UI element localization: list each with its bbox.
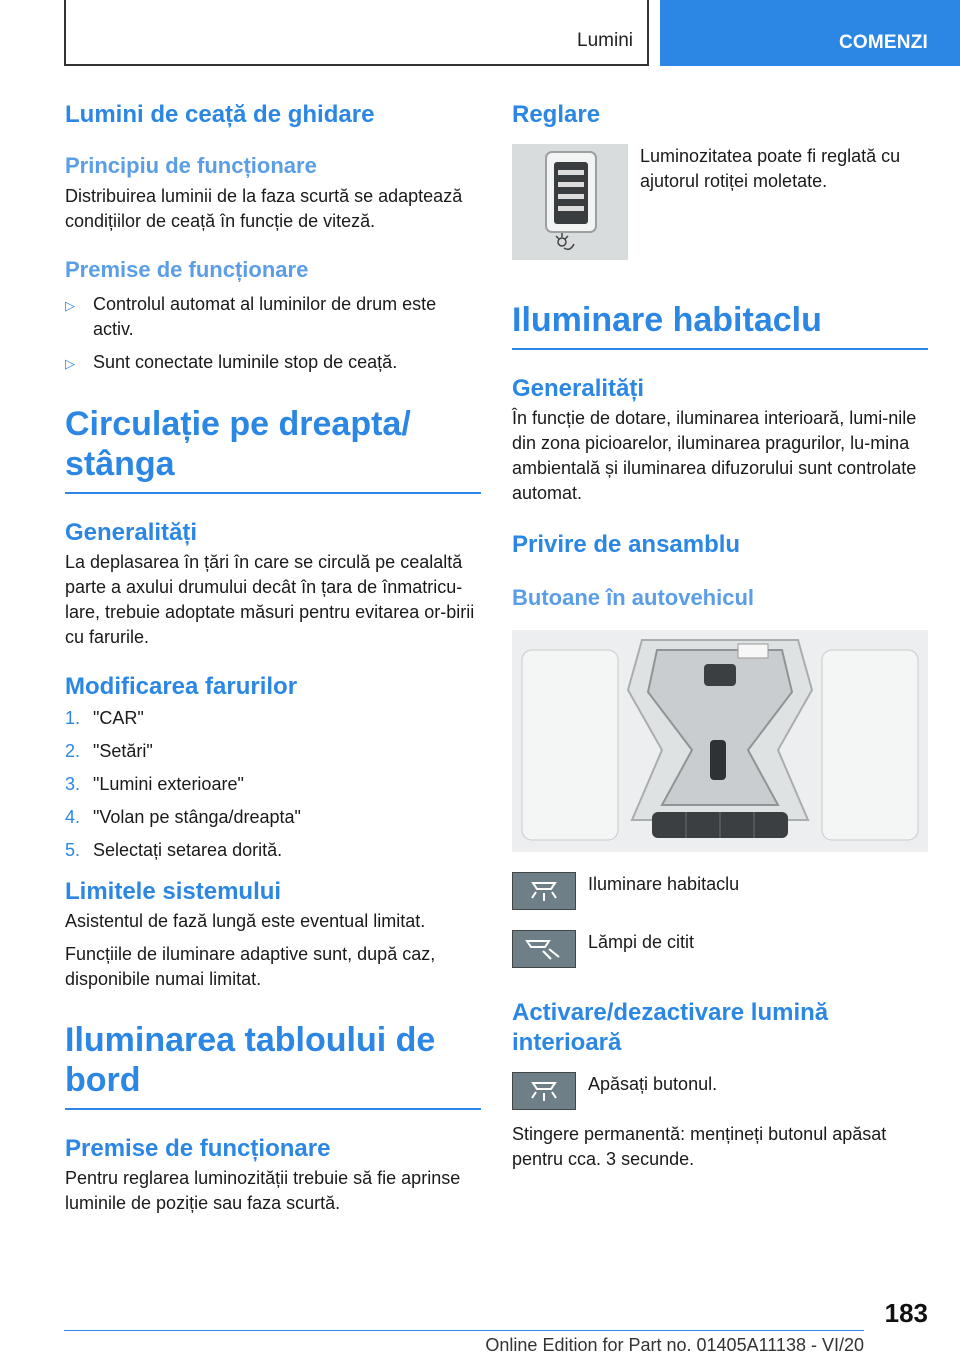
footer-divider: [64, 1330, 864, 1331]
toggle-instruction-text: Apăsați butonul.: [588, 1074, 718, 1094]
list-item: 2. "Setări": [65, 741, 153, 761]
headlights-title: Modificarea farurilor: [65, 673, 298, 700]
fog-principle-title: Principiu de funcționare: [65, 153, 317, 178]
fog-prereq-title: Premise de funcționare: [65, 257, 309, 282]
toggle-title: Activare/dezactivare lumină interioară: [512, 999, 829, 1056]
roof-console-image: [512, 630, 928, 852]
page-number: 183: [884, 1298, 928, 1328]
reading-light-label: Lămpi de citit: [588, 932, 695, 952]
buttons-title: Butoane în autovehicul: [512, 585, 755, 610]
interior-light-label: Iluminare habitaclu: [588, 874, 740, 894]
triangle-bullet-icon: ▷: [65, 356, 75, 371]
list-item: 3. "Lumini exterioare": [65, 774, 244, 794]
interior-lighting-title: Iluminare habitaclu: [512, 301, 822, 339]
adjust-title: Reglare: [512, 101, 601, 128]
limits-text-1: Asistentul de fază lungă este eventual limitat.: [65, 911, 426, 931]
dashboard-prereq-title: Premise de funcționare: [65, 1135, 331, 1162]
list-item: 1. "CAR": [65, 708, 144, 728]
icon-legend-interior: [512, 872, 928, 910]
section-divider: [65, 1108, 481, 1110]
header-section-box: [64, 0, 649, 66]
limits-text-2: Funcțiile de iluminare adaptive sunt, după caz, disponibile numai limitat.: [65, 944, 436, 989]
interior-light-button-icon: [512, 872, 576, 910]
section-divider: [65, 492, 481, 494]
triangle-bullet-icon: ▷: [65, 298, 75, 313]
section-divider: [512, 348, 928, 350]
dashboard-lighting-title: Iluminarea tabloului de bord: [65, 1021, 436, 1099]
thumbwheel-image: [512, 144, 628, 260]
adjust-text: Luminozitatea poate fi reglată cu ajutorul rotiței moletate.: [640, 146, 901, 191]
overview-title: Privire de ansamblu: [512, 531, 741, 558]
header-chapter-tab[interactable]: [660, 0, 960, 66]
interior-general-title: Generalități: [512, 375, 645, 402]
fog-lights-title: Lumini de ceață de ghidare: [65, 101, 375, 128]
thumbwheel-icon: [512, 144, 628, 260]
traffic-side-title: Circulație pe dreapta/ stânga: [65, 405, 411, 483]
limits-title: Limitele sistemului: [65, 878, 282, 905]
icon-legend-reading: [512, 930, 928, 968]
toggle-hold-text: Stingere permanentă: mențineți butonul apăsat pentru cca. 3 secunde.: [512, 1124, 887, 1169]
reading-light-button-icon: [512, 930, 576, 968]
header-section-title: Lumini: [577, 30, 633, 51]
roof-console-illustration: [512, 630, 928, 852]
adjust-row: [512, 144, 928, 260]
footer-edition: Online Edition for Part no. 01405A11138 - VI/20: [485, 1335, 864, 1355]
fog-principle-text: Distribuirea luminii de la faza scurtă se adaptează condițiilor de ceață în funcție de viteză.: [65, 186, 463, 231]
interior-light-button-icon: [512, 1072, 576, 1110]
headlights-steps: [65, 706, 481, 863]
list-item: 5. Selectați setarea dorită.: [65, 840, 283, 860]
traffic-general-title: Generalități: [65, 519, 198, 546]
header-chapter-label: COMENZI: [838, 32, 928, 53]
list-item: ▷ Sunt conectate luminile stop de ceață.: [65, 350, 481, 376]
list-item: 4. "Volan pe stânga/dreapta": [65, 807, 301, 827]
interior-general-text: În funcție de dotare, iluminarea interioară, lumi-nile din zona picioarelor, iluminarea pragurilor, lu-mina ambientală și iluminarea difuzorului sunt controlate automat.: [512, 408, 917, 503]
dashboard-prereq-text: Pentru reglarea luminozității trebuie să fie aprinse luminile de poziție sau faza scurtă.: [65, 1168, 461, 1213]
list-item: ▷ Controlul automat al luminilor de drum este activ.: [65, 292, 481, 342]
left-column: [65, 100, 481, 1216]
traffic-general-text: La deplasarea în țări în care se circulă pe cealaltă parte a axului drumului decât în țara de înmatricu-lare, trebuie adoptate măsuri pentru evitarea or-birii cu farurile.: [65, 552, 475, 647]
toggle-instruction-row: [512, 1072, 928, 1110]
fog-prereq-list: [65, 292, 481, 376]
right-column: [512, 100, 928, 1172]
